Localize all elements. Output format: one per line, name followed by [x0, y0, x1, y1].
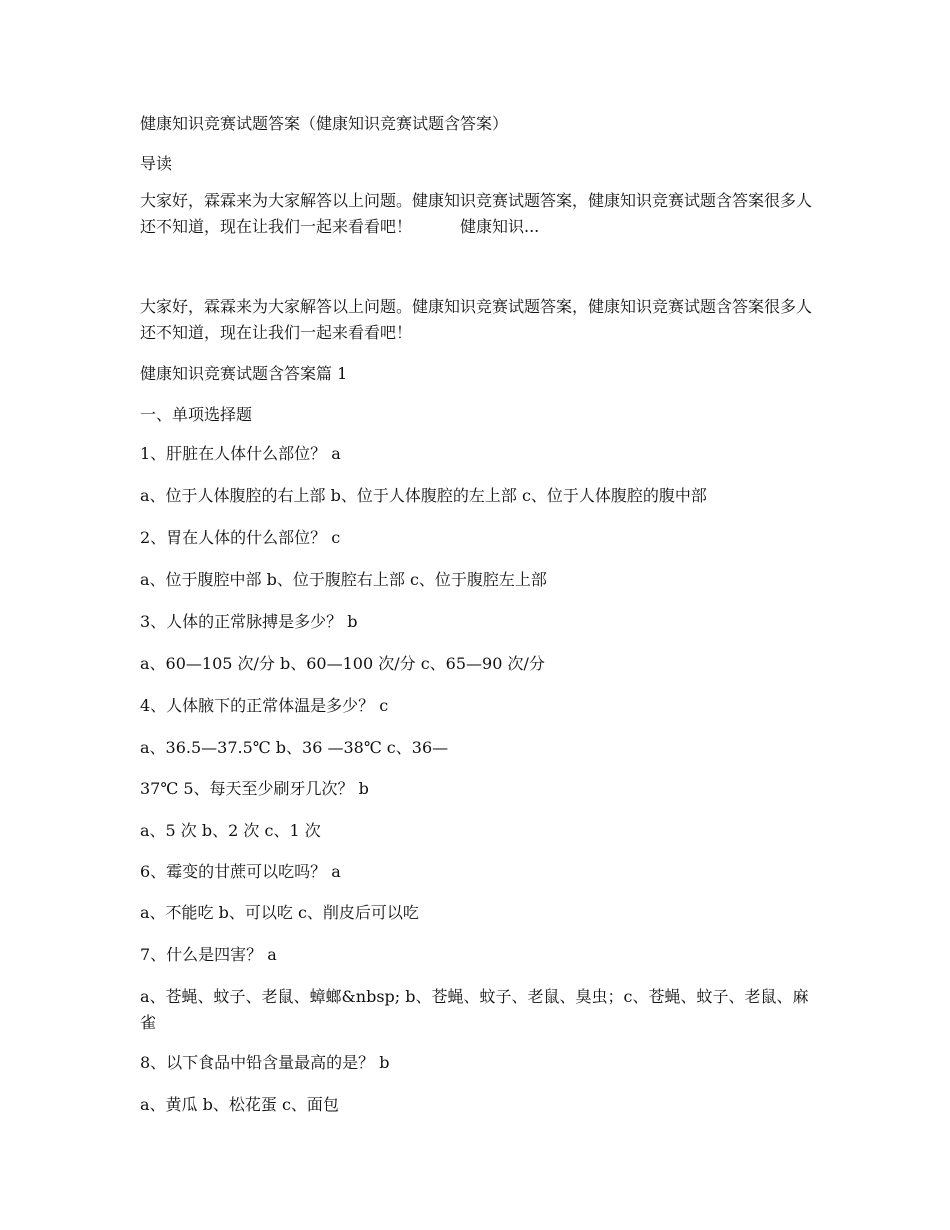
document-title: 健康知识竞赛试题答案（健康知识竞赛试题含答案） — [140, 114, 509, 133]
section-title: 健康知识竞赛试题含答案篇 1 — [140, 364, 348, 383]
question-line: 8、以下食品中铅含量最高的是？ b — [140, 1053, 390, 1072]
options-line: a、位于腹腔中部 b、位于腹腔右上部 c、位于腹腔左上部 — [140, 570, 547, 589]
question-line: 4、人体腋下的正常体温是多少？ c — [140, 696, 389, 715]
question-line: 2、胃在人体的什么部位？ c — [140, 528, 341, 547]
guide-label: 导读 — [140, 154, 173, 173]
options-line: a、36.5—37.5℃ b、36 —38℃ c、36— — [140, 738, 449, 757]
options-line: a、60—105 次/分 b、60—100 次/分 c、65—90 次/分 — [140, 654, 545, 673]
intro-paragraph: 大家好，霖霖来为大家解答以上问题。健康知识竞赛试题答案，健康知识竞赛试题含答案很多人还不知道，现在让我们一起来看看吧！ — [140, 297, 813, 342]
options-line: a、5 次 b、2 次 c、1 次 — [140, 821, 321, 840]
question-line: 6、霉变的甘蔗可以吃吗？ a — [140, 862, 341, 881]
intro-summary: 大家好，霖霖来为大家解答以上问题。健康知识竞赛试题答案，健康知识竞赛试题含答案很多人还不知道，现在让我们一起来看看吧！ 健康知识... — [140, 191, 813, 236]
question-line: 1、肝脏在人体什么部位？ a — [140, 444, 341, 463]
question-line: 37℃ 5、每天至少刷牙几次？ b — [140, 779, 369, 798]
options-line: a、苍蝇、蚊子、老鼠、蟑螂&nbsp; b、苍蝇、蚊子、老鼠、臭虫；c、苍蝇、蚊子、老鼠、麻雀 — [140, 987, 809, 1032]
part-title: 一、单项选择题 — [140, 405, 253, 424]
options-line: a、黄瓜 b、松花蛋 c、面包 — [140, 1095, 339, 1114]
options-line: a、不能吃 b、可以吃 c、削皮后可以吃 — [140, 903, 419, 922]
question-line: 7、什么是四害？ a — [140, 945, 277, 964]
question-line: 3、人体的正常脉搏是多少？ b — [140, 612, 358, 631]
options-line: a、位于人体腹腔的右上部 b、位于人体腹腔的左上部 c、位于人体腹腔的腹中部 — [140, 486, 707, 505]
